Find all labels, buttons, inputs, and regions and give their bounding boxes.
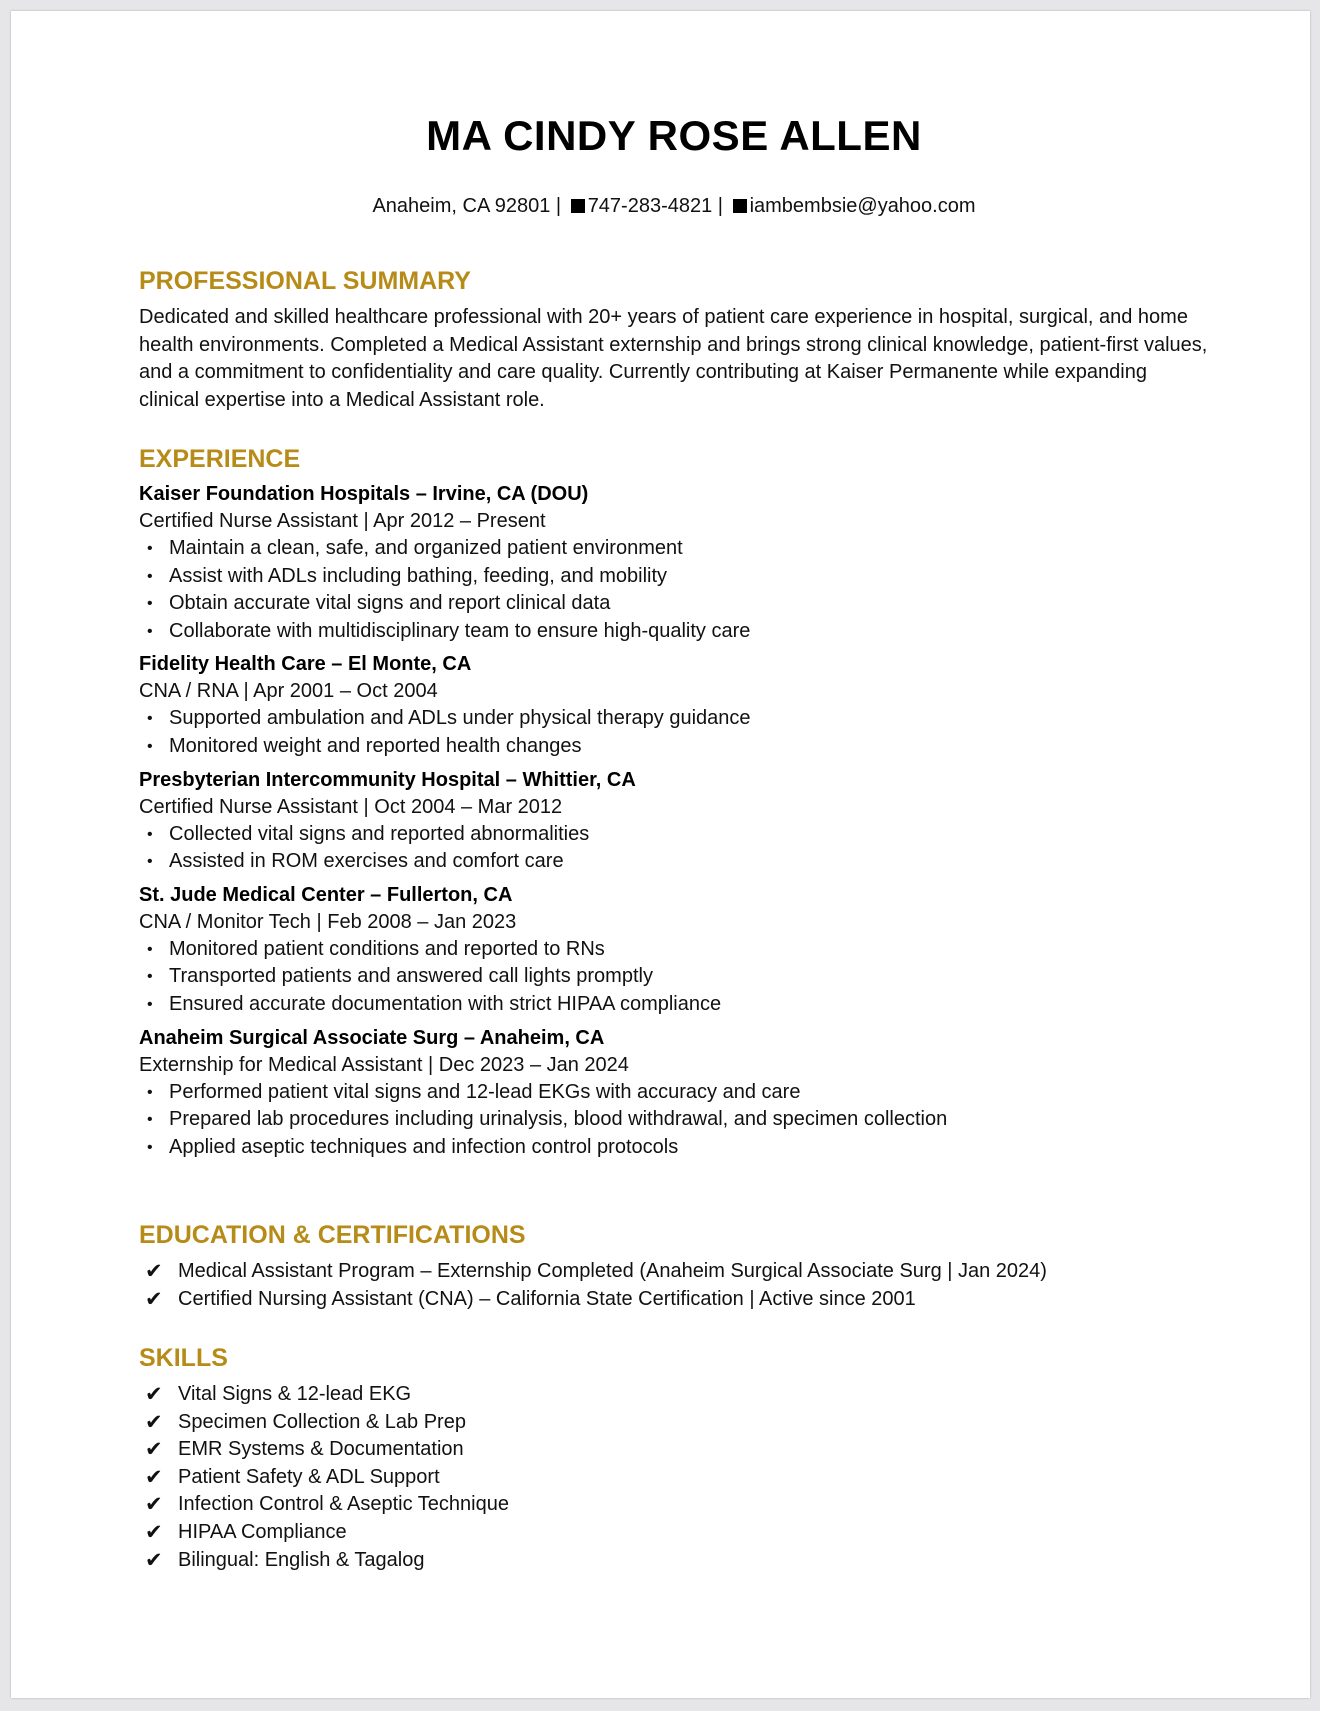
list-item: • Transported patients and answered call lights promptly — [139, 963, 1209, 991]
job-role: Externship for Medical Assistant | Dec 2023 – Jan 2024 — [139, 1053, 629, 1076]
education-section — [139, 1220, 1209, 1313]
contact-phone: 747-283-4821 | — [587, 195, 723, 217]
list-item: • Obtain accurate vital signs and report clinical data — [139, 590, 1209, 618]
job-employer: Kaiser Foundation Hospitals – Irvine, CA (DOU) — [139, 483, 589, 505]
job-bullets — [139, 1079, 1209, 1162]
experience-section — [139, 444, 1209, 1161]
job-employer: Fidelity Health Care – El Monte, CA — [139, 653, 472, 676]
contact-email: iambembsie@yahoo.com — [749, 195, 976, 217]
job-entry — [139, 651, 1209, 760]
job-bullets — [139, 936, 1209, 1019]
contact-line — [139, 194, 1209, 218]
education-list — [139, 1258, 1209, 1313]
list-item: • Ensured accurate documentation with strict HIPAA compliance — [139, 991, 1209, 1019]
skills-list — [139, 1381, 1209, 1574]
skill-item: HIPAA Compliance — [178, 1520, 347, 1543]
job-role: Certified Nurse Assistant | Apr 2012 – Present — [139, 510, 546, 532]
job-role: CNA / RNA | Apr 2001 – Oct 2004 — [139, 680, 438, 703]
summary-title: PROFESSIONAL SUMMARY — [139, 267, 471, 295]
list-item — [139, 1491, 1209, 1519]
skill-item: Vital Signs & 12-lead EKG — [178, 1383, 412, 1405]
education-item: Medical Assistant Program – Externship Completed (Anaheim Surgical Associate Surg | Jan 2024) — [178, 1260, 1047, 1282]
list-item — [139, 1464, 1209, 1492]
contact-location: Anaheim, CA 92801 | — [372, 195, 562, 217]
list-item: • Monitored weight and reported health changes — [139, 733, 1209, 761]
list-item — [139, 1519, 1209, 1547]
job-bullets — [139, 535, 1209, 645]
skill-item: EMR Systems & Documentation — [178, 1438, 464, 1461]
list-item: • Maintain a clean, safe, and organized patient environment — [139, 535, 1209, 563]
checkmark-icon: ✔ — [145, 1548, 163, 1572]
list-item — [139, 1409, 1209, 1437]
list-item — [139, 1436, 1209, 1464]
job-bullets — [139, 705, 1209, 760]
list-item: • Supported ambulation and ADLs under physical therapy guidance — [139, 705, 1209, 733]
job-employer: Anaheim Surgical Associate Surg – Anaheim, CA — [139, 1026, 605, 1049]
education-title: EDUCATION & CERTIFICATIONS — [139, 1221, 526, 1249]
list-item: • Prepared lab procedures including urinalysis, blood withdrawal, and specimen collection — [139, 1106, 1209, 1134]
email-square-icon — [733, 199, 747, 213]
checkmark-icon: ✔ — [145, 1520, 163, 1544]
skill-item: Specimen Collection & Lab Prep — [178, 1410, 466, 1433]
job-employer: St. Jude Medical Center – Fullerton, CA — [139, 883, 513, 906]
job-role: CNA / Monitor Tech | Feb 2008 – Jan 2023 — [139, 910, 517, 933]
list-item: • Assist with ADLs including bathing, feeding, and mobility — [139, 563, 1209, 591]
list-item — [139, 1286, 1209, 1314]
skill-item: Infection Control & Aseptic Technique — [178, 1493, 509, 1516]
job-entry — [139, 481, 1209, 645]
checkmark-icon: ✔ — [145, 1410, 163, 1434]
skill-item: Bilingual: English & Tagalog — [178, 1548, 425, 1571]
list-item: • Collaborate with multidisciplinary team to ensure high-quality care — [139, 618, 1209, 646]
list-item — [139, 1258, 1209, 1286]
list-item: • Applied aseptic techniques and infection control protocols — [139, 1134, 1209, 1162]
list-item — [139, 1381, 1209, 1409]
job-role: Certified Nurse Assistant | Oct 2004 – Mar 2012 — [139, 795, 563, 818]
list-item: • Assisted in ROM exercises and comfort care — [139, 848, 1209, 876]
job-entry — [139, 1025, 1209, 1162]
checkmark-icon: ✔ — [145, 1260, 163, 1283]
skills-title: SKILLS — [139, 1344, 228, 1372]
list-item: • Performed patient vital signs and 12-lead EKGs with accuracy and care — [139, 1079, 1209, 1107]
checkmark-icon: ✔ — [145, 1383, 163, 1406]
list-item — [139, 1547, 1209, 1575]
candidate-name: MA CINDY ROSE ALLEN — [426, 112, 922, 159]
job-bullets — [139, 821, 1209, 876]
education-item: Certified Nursing Assistant (CNA) – California State Certification | Active since 2001 — [178, 1287, 916, 1310]
checkmark-icon: ✔ — [145, 1465, 163, 1489]
job-employer: Presbyterian Intercommunity Hospital – Whittier, CA — [139, 768, 636, 791]
experience-title: EXPERIENCE — [139, 445, 301, 473]
phone-square-icon — [571, 199, 585, 213]
list-item: • Monitored patient conditions and reported to RNs — [139, 936, 1209, 964]
checkmark-icon: ✔ — [145, 1287, 163, 1311]
resume-page — [11, 11, 1310, 1698]
checkmark-icon: ✔ — [145, 1438, 163, 1462]
job-entry — [139, 767, 1209, 876]
skill-item: Patient Safety & ADL Support — [178, 1465, 440, 1488]
list-item: • Collected vital signs and reported abnormalities — [139, 821, 1209, 849]
job-entry — [139, 882, 1209, 1019]
checkmark-icon: ✔ — [145, 1493, 163, 1517]
skills-section — [139, 1343, 1209, 1574]
summary-section — [139, 266, 1209, 414]
summary-text: Dedicated and skilled healthcare professional with 20+ years of patient care experience in hospital, surgical, and home health environments. Completed a Medical Assistant externship and brings strong clinical knowledge, patient-first values, and a commitment to confidentiality and care quality. Currently contributing at Kaiser Permanente while expanding clinical expertise into a Medical Assistant role. — [139, 306, 1208, 411]
